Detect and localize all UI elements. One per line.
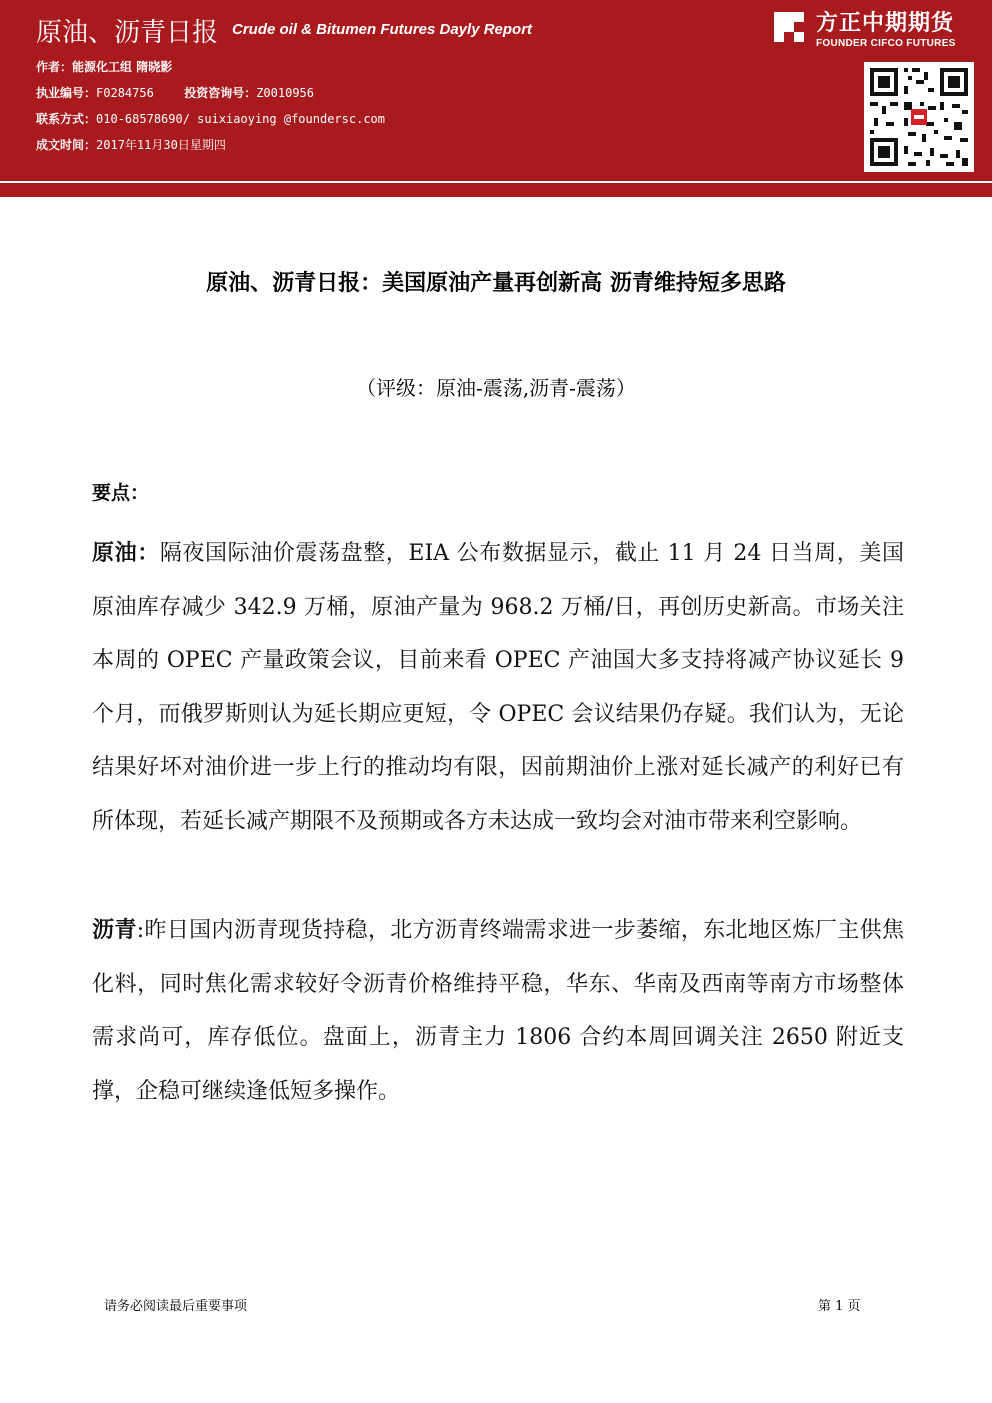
date-label: 成文时间： bbox=[36, 138, 97, 152]
banner-rule bbox=[0, 183, 992, 197]
document-headline: 原油、沥青日报：美国原油产量再创新高 沥青维持短多思路 bbox=[206, 271, 786, 296]
footer-notice: 请务必阅读最后重要事项 bbox=[104, 1299, 248, 1314]
report-banner bbox=[0, 0, 992, 181]
date-line bbox=[36, 136, 226, 153]
founder-logo-icon bbox=[772, 10, 806, 44]
keypoints-label: 要点： bbox=[92, 482, 150, 504]
date-value: 2017年11月30日星期四 bbox=[96, 138, 226, 152]
logo-name-en: FOUNDER CIFCO FUTURES bbox=[816, 38, 956, 49]
license-label: 执业编号： bbox=[36, 86, 97, 100]
author-label: 作者： bbox=[36, 60, 73, 74]
license-line bbox=[36, 84, 314, 101]
document-rating: （评级：原油-震荡,沥青-震荡） bbox=[356, 376, 636, 400]
qr-code-icon bbox=[864, 62, 974, 172]
license-value: F0284756 bbox=[96, 86, 154, 100]
contact-value: 010-68578690/ suixiaoying @foundersc.com bbox=[96, 112, 385, 126]
company-logo bbox=[772, 6, 986, 54]
consult-value: Z0010956 bbox=[256, 86, 314, 100]
author-line bbox=[36, 58, 172, 75]
report-title-cn: 原油、沥青日报 bbox=[36, 18, 219, 48]
crude-oil-paragraph bbox=[92, 527, 904, 848]
author-value: 能源化工组 隋晓影 bbox=[72, 60, 173, 74]
crude-oil-text: 隔夜国际油价震荡盘整，EIA 公布数据显示，截止 11 月 24 日当周，美国原油库存减少 342.9 万桶，原油产量为 968.2 万桶/日，再创历史新高。市场关注本周的 OPEC 产量政策会议，目前来看 OPEC 产油国大多支持将减产协议延长 9 个月，而俄罗斯则认为延长期应更短，令 OPEC 会议结果仍存疑。我们认为，无论结果好坏对油价进一步上行的推动均有限，因前期油价上涨对延长减产的利好已有所体现，若延长减产期限不及预期或各方未达成一致均会对油市带来利空影响。 bbox=[92, 541, 904, 834]
bitumen-lead: 沥青 bbox=[92, 918, 137, 943]
report-title-en: Crude oil & Bitumen Futures Dayly Report bbox=[232, 21, 533, 38]
bitumen-text: :昨日国内沥青现货持稳，北方沥青终端需求进一步萎缩，东北地区炼厂主供焦化料，同时焦化需求较好令沥青价格维持平稳，华东、华南及西南等南方市场整体需求尚可，库存低位。盘面上，沥青主力 1806 合约本周回调关注 2650 附近支撑，企稳可继续逢低短多操作。 bbox=[92, 918, 904, 1104]
contact-label: 联系方式： bbox=[36, 112, 97, 126]
crude-oil-lead: 原油： bbox=[92, 541, 160, 566]
footer-page-number: 第 1 页 bbox=[818, 1299, 861, 1314]
consult-label: 投资咨询号： bbox=[184, 86, 257, 100]
contact-line bbox=[36, 110, 385, 127]
logo-name-cn: 方正中期期货 bbox=[816, 11, 955, 36]
bitumen-paragraph bbox=[92, 904, 904, 1118]
